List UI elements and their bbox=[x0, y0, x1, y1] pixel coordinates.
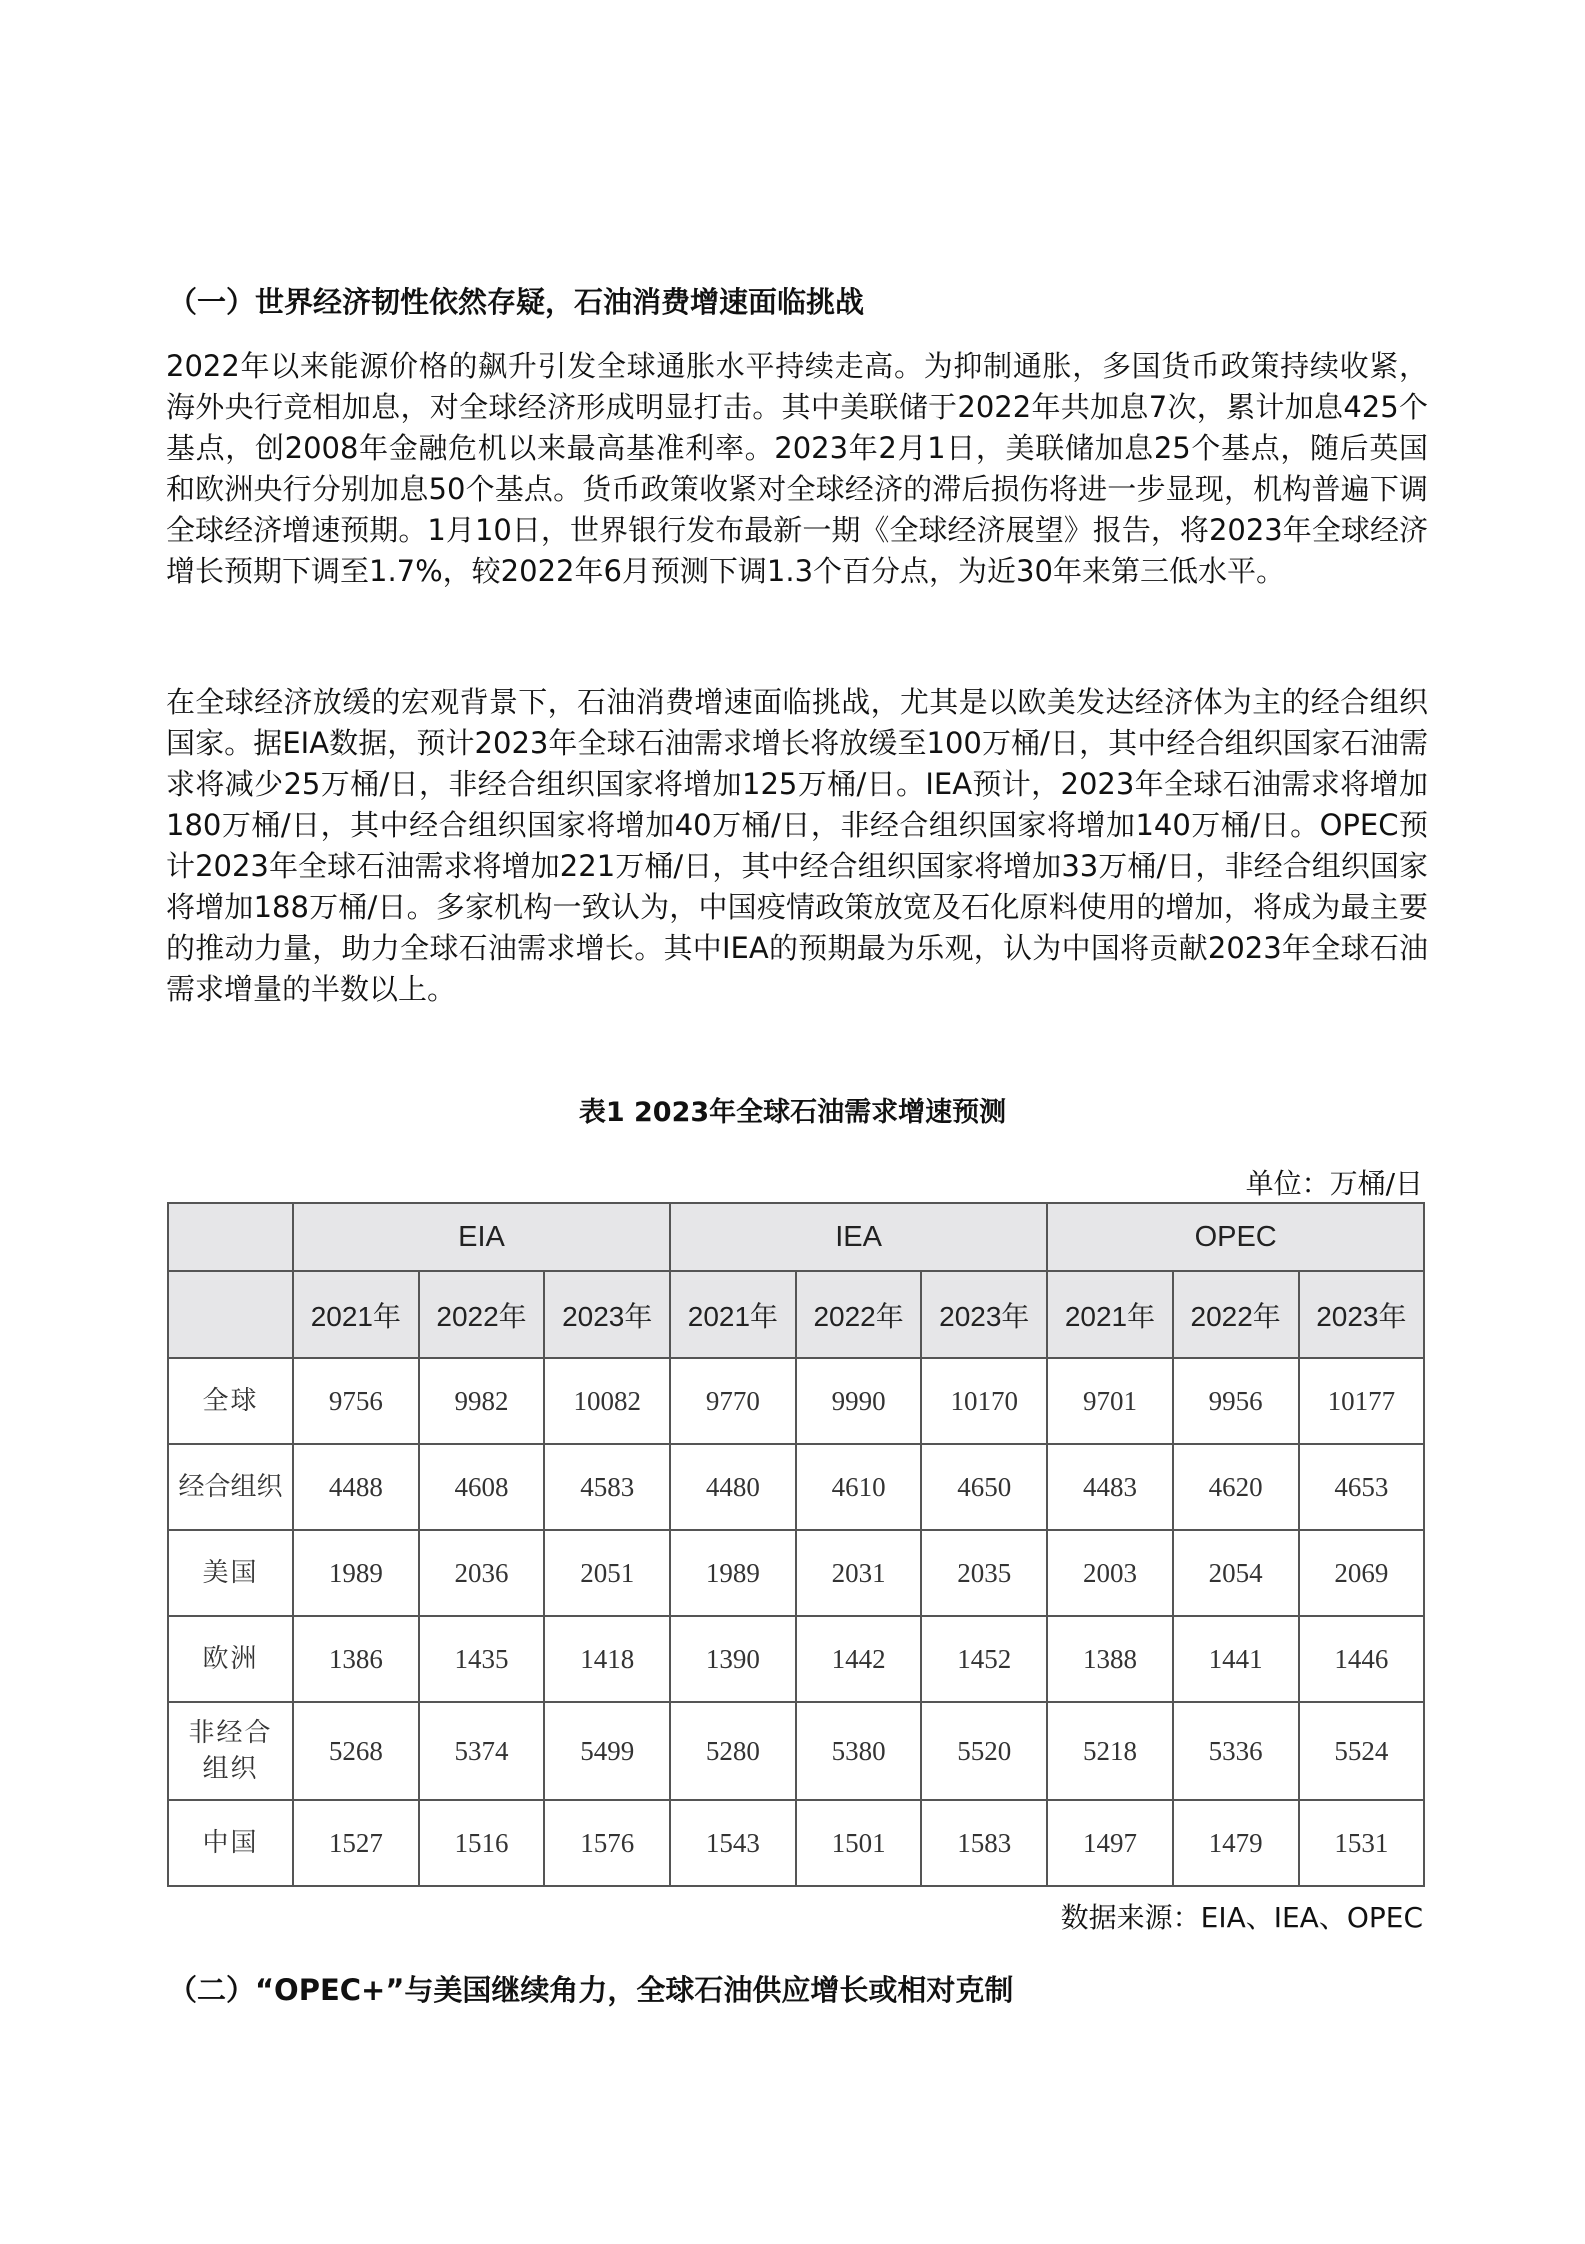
row-label: 美国 bbox=[168, 1530, 293, 1616]
table-cell: 1531 bbox=[1299, 1800, 1425, 1886]
table-header-year-row bbox=[168, 1271, 1424, 1358]
table-corner-cell bbox=[168, 1203, 293, 1271]
table-cell: 1388 bbox=[1047, 1616, 1173, 1702]
table-cell: 2035 bbox=[921, 1530, 1047, 1616]
row-label-line-1: 非经合 bbox=[188, 1718, 273, 1748]
table-cell: 9956 bbox=[1173, 1358, 1299, 1444]
header-eia: EIA bbox=[293, 1203, 670, 1271]
table-cell: 1479 bbox=[1173, 1800, 1299, 1886]
row-label: 全球 bbox=[168, 1358, 293, 1444]
table-cell: 5374 bbox=[419, 1702, 545, 1800]
table-cell: 9982 bbox=[419, 1358, 545, 1444]
header-year: 2022年 bbox=[419, 1271, 545, 1358]
table-cell: 1441 bbox=[1173, 1616, 1299, 1702]
table-row-global bbox=[168, 1358, 1424, 1444]
table-cell: 1386 bbox=[293, 1616, 419, 1702]
table-cell: 1989 bbox=[670, 1530, 796, 1616]
table-cell: 4488 bbox=[293, 1444, 419, 1530]
table-cell: 1543 bbox=[670, 1800, 796, 1886]
table-cell: 10170 bbox=[921, 1358, 1047, 1444]
table-cell: 4483 bbox=[1047, 1444, 1173, 1530]
table-cell: 1390 bbox=[670, 1616, 796, 1702]
table-cell: 4653 bbox=[1299, 1444, 1425, 1530]
table-cell: 1452 bbox=[921, 1616, 1047, 1702]
row-label-line-2: 组织 bbox=[202, 1754, 259, 1784]
table-cell: 1435 bbox=[419, 1616, 545, 1702]
header-year: 2023年 bbox=[1299, 1271, 1425, 1358]
row-label: 经合组织 bbox=[168, 1444, 293, 1530]
header-year: 2021年 bbox=[670, 1271, 796, 1358]
table-row-china bbox=[168, 1800, 1424, 1886]
table-cell: 4620 bbox=[1173, 1444, 1299, 1530]
table-cell: 5268 bbox=[293, 1702, 419, 1800]
table-cell: 9756 bbox=[293, 1358, 419, 1444]
header-year: 2023年 bbox=[921, 1271, 1047, 1358]
table-header-org-row bbox=[168, 1203, 1424, 1271]
header-opec: OPEC bbox=[1047, 1203, 1424, 1271]
table-cell: 1989 bbox=[293, 1530, 419, 1616]
header-year: 2021年 bbox=[1047, 1271, 1173, 1358]
table-row-usa bbox=[168, 1530, 1424, 1616]
table-cell: 1446 bbox=[1299, 1616, 1425, 1702]
table-caption: 表1 2023年全球石油需求增速预测 bbox=[578, 1097, 1007, 1128]
table-cell: 10082 bbox=[544, 1358, 670, 1444]
section-heading-2: （二）“OPEC+”与美国继续角力，全球石油供应增长或相对克制 bbox=[168, 1973, 1014, 2007]
table-cell: 1527 bbox=[293, 1800, 419, 1886]
table-cell: 4610 bbox=[796, 1444, 922, 1530]
table-cell: 10177 bbox=[1299, 1358, 1425, 1444]
table-cell: 9701 bbox=[1047, 1358, 1173, 1444]
header-year: 2022年 bbox=[1173, 1271, 1299, 1358]
oil-demand-table bbox=[167, 1202, 1425, 1887]
table-cell: 4480 bbox=[670, 1444, 796, 1530]
table-cell: 5520 bbox=[921, 1702, 1047, 1800]
table-cell: 9990 bbox=[796, 1358, 922, 1444]
table-row-europe bbox=[168, 1616, 1424, 1702]
table-cell: 1516 bbox=[419, 1800, 545, 1886]
table-cell: 1497 bbox=[1047, 1800, 1173, 1886]
paragraph-1: 2022年以来能源价格的飙升引发全球通胀水平持续走高。为抑制通胀，多国货币政策持续收紧，海外央行竞相加息，对全球经济形成明显打击。其中美联储于2022年共加息7次，累计加息425个基点，创2008年金融危机以来最高基准利率。2023年2月1日，美联储加息25个基点，随后英国和欧洲央行分别加息50个基点。货币政策收紧对全球经济的滞后损伤将进一步显现，机构普遍下调全球经济增速预期。1月10日，世界银行发布最新一期《全球经济展望》报告，将2023年全球经济增长预期下调至1.7%，较2022年6月预测下调1.3个百分点，为近30年来第三低水平。 bbox=[166, 349, 1428, 588]
table-cell: 4583 bbox=[544, 1444, 670, 1530]
table-cell: 2036 bbox=[419, 1530, 545, 1616]
table-cell: 4650 bbox=[921, 1444, 1047, 1530]
header-year: 2021年 bbox=[293, 1271, 419, 1358]
row-label: 欧洲 bbox=[168, 1616, 293, 1702]
table-unit-label: 单位：万桶/日 bbox=[1245, 1167, 1423, 1200]
section-heading-1: （一）世界经济韧性依然存疑，石油消费增速面临挑战 bbox=[168, 285, 865, 319]
table-cell: 2031 bbox=[796, 1530, 922, 1616]
table-cell: 1501 bbox=[796, 1800, 922, 1886]
table-cell: 2051 bbox=[544, 1530, 670, 1616]
table-cell: 5380 bbox=[796, 1702, 922, 1800]
row-label: 中国 bbox=[168, 1800, 293, 1886]
table-source-note: 数据来源：EIA、IEA、OPEC bbox=[1060, 1901, 1423, 1934]
header-year: 2022年 bbox=[796, 1271, 922, 1358]
table-cell: 2003 bbox=[1047, 1530, 1173, 1616]
table-cell: 5280 bbox=[670, 1702, 796, 1800]
table-cell: 1418 bbox=[544, 1616, 670, 1702]
table-cell: 9770 bbox=[670, 1358, 796, 1444]
table-cell: 4608 bbox=[419, 1444, 545, 1530]
table-cell: 2069 bbox=[1299, 1530, 1425, 1616]
table-cell: 5524 bbox=[1299, 1702, 1425, 1800]
header-iea: IEA bbox=[670, 1203, 1047, 1271]
table-corner-cell bbox=[168, 1271, 293, 1358]
row-label bbox=[168, 1702, 293, 1800]
table-cell: 2054 bbox=[1173, 1530, 1299, 1616]
table-cell: 5218 bbox=[1047, 1702, 1173, 1800]
table-row-non-oecd bbox=[168, 1702, 1424, 1800]
table-cell: 1576 bbox=[544, 1800, 670, 1886]
table-cell: 1583 bbox=[921, 1800, 1047, 1886]
header-year: 2023年 bbox=[544, 1271, 670, 1358]
table-cell: 1442 bbox=[796, 1616, 922, 1702]
paragraph-2: 在全球经济放缓的宏观背景下，石油消费增速面临挑战，尤其是以欧美发达经济体为主的经合组织国家。据EIA数据，预计2023年全球石油需求增长将放缓至100万桶/日，其中经合组织国家石油需求将减少25万桶/日，非经合组织国家将增加125万桶/日。IEA预计，2023年全球石油需求将增加180万桶/日，其中经合组织国家将增加40万桶/日，非经合组织国家将增加140万桶/日。OPEC预计2023年全球石油需求将增加221万桶/日，其中经合组织国家将增加33万桶/日，非经合组织国家将增加188万桶/日。多家机构一致认为，中国疫情政策放宽及石化原料使用的增加，将成为最主要的推动力量，助力全球石油需求增长。其中IEA的预期最为乐观，认为中国将贡献2023年全球石油需求增量的半数以上。 bbox=[166, 685, 1428, 1006]
table-cell: 5336 bbox=[1173, 1702, 1299, 1800]
table-row-oecd bbox=[168, 1444, 1424, 1530]
table-cell: 5499 bbox=[544, 1702, 670, 1800]
